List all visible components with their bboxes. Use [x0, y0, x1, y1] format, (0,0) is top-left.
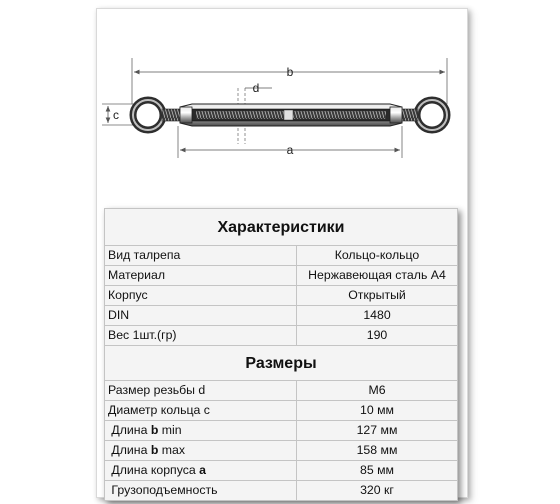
- row-label: [105, 421, 297, 441]
- spec-table: [104, 208, 458, 501]
- row-label: Диаметр кольца с: [105, 401, 297, 421]
- row-label: Грузоподъемность: [105, 481, 297, 501]
- row-value: 127 мм: [297, 421, 458, 441]
- dimension-b-label: b: [286, 65, 294, 79]
- label-bold: a: [199, 463, 206, 477]
- row-label: Корпус: [105, 286, 297, 306]
- label-pre: Длина: [108, 443, 151, 457]
- row-value: Нержавеющая сталь А4: [297, 266, 458, 286]
- table-row: [105, 286, 458, 306]
- turnbuckle-drawing: [96, 8, 468, 208]
- right-eye-ring: [398, 100, 447, 130]
- table-row: [105, 401, 458, 421]
- dimension-a-label: a: [286, 143, 294, 157]
- label-post: max: [158, 443, 186, 457]
- row-value: 10 мм: [297, 401, 458, 421]
- label-bold: b: [150, 423, 159, 437]
- row-label: Вес 1шт.(гр): [105, 326, 297, 346]
- row-value: 85 мм: [297, 461, 458, 481]
- table-row: [105, 326, 458, 346]
- table-row: [105, 381, 458, 401]
- row-value: Открытый: [297, 286, 458, 306]
- table-row: [105, 441, 458, 461]
- dimension-c-label: c: [113, 108, 119, 122]
- row-label: [105, 441, 297, 461]
- row-value: 320 кг: [297, 481, 458, 501]
- table-row: [105, 246, 458, 266]
- table-row: [105, 461, 458, 481]
- row-value: 1480: [297, 306, 458, 326]
- row-label: Материал: [105, 266, 297, 286]
- characteristics-header-row: [105, 209, 458, 246]
- left-eye-ring: [133, 100, 182, 130]
- table-row: [105, 266, 458, 286]
- table-row: [105, 306, 458, 326]
- row-label: [105, 461, 297, 481]
- dimension-b: [132, 58, 447, 104]
- row-label: Вид талрепа: [105, 246, 297, 266]
- row-label: Размер резьбы d: [105, 381, 297, 401]
- label-pre: Длина: [108, 423, 151, 437]
- row-value: 190: [297, 326, 458, 346]
- row-value: Кольцо-кольцо: [297, 246, 458, 266]
- row-value: 158 мм: [297, 441, 458, 461]
- characteristics-title: Характеристики: [105, 209, 458, 246]
- row-label: DIN: [105, 306, 297, 326]
- table-row: [105, 421, 458, 441]
- sizes-title: Размеры: [105, 346, 458, 381]
- dimension-a: [178, 126, 402, 158]
- table-row: [105, 481, 458, 501]
- label-pre: Длина корпуса: [108, 463, 200, 477]
- label-post: min: [158, 423, 182, 437]
- turnbuckle-body: [180, 104, 402, 126]
- sizes-header-row: [105, 346, 458, 381]
- label-bold: b: [150, 443, 159, 457]
- row-value: М6: [297, 381, 458, 401]
- dimension-d-label: d: [252, 81, 260, 95]
